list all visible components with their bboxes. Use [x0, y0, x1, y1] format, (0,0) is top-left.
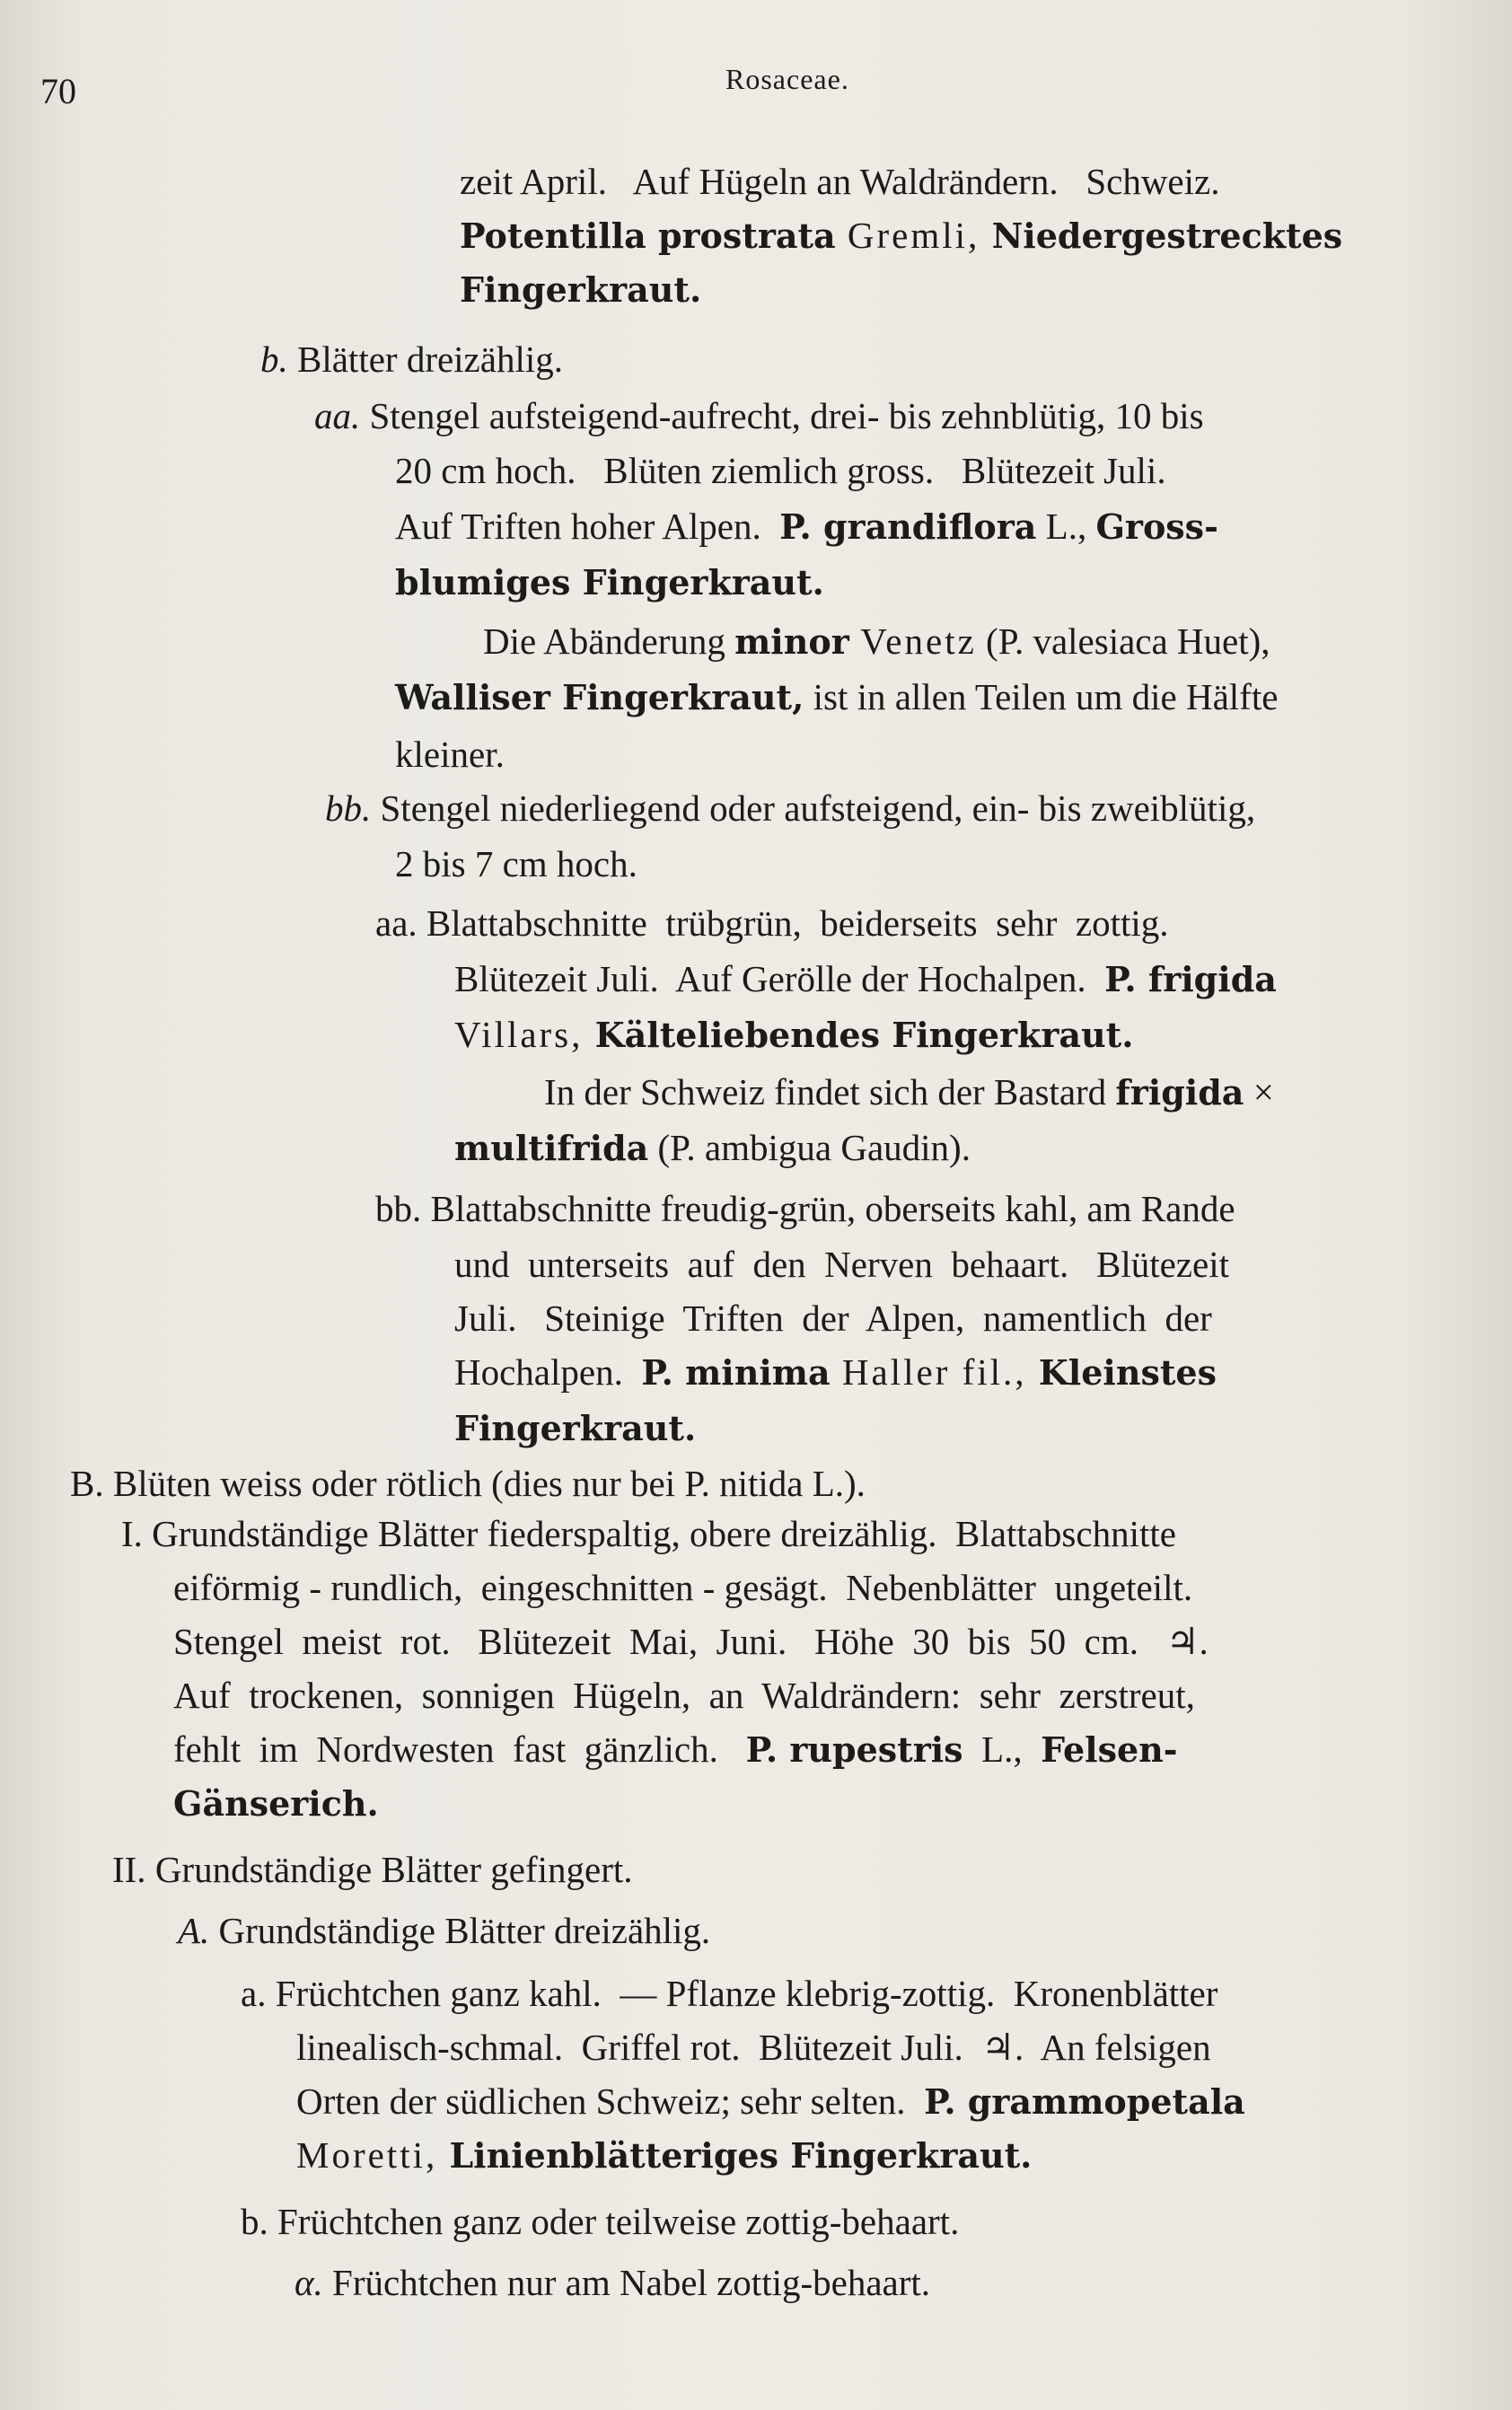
text-line	[375, 902, 1169, 944]
species-name: P. rupestris	[745, 1729, 963, 1770]
line-text: Stengel meist rot. Blütezeit Mai, Juni. Höhe 30 bis 50 cm. ♃.	[173, 1621, 1209, 1662]
text-line	[454, 1297, 1212, 1339]
text-line	[544, 1071, 1274, 1113]
line-text: (P. ambigua Gaudin).	[648, 1127, 971, 1168]
species-name: Potentilla prostrata	[460, 215, 836, 256]
line-text: Grundständige Blätter fiederspaltig, obere dreizählig. Blattabschnitte	[142, 1513, 1176, 1554]
key-marker: b.	[260, 339, 288, 380]
text-line	[112, 1851, 633, 1888]
common-name: Gänserich.	[173, 1783, 379, 1824]
key-marker: A.	[178, 1910, 210, 1951]
text-line	[121, 1513, 1176, 1554]
line-text: Auf trockenen, sonnigen Hügeln, an Waldrändern: sehr zerstreut,	[173, 1675, 1195, 1716]
line-text: Juli. Steinige Triften der Alpen, namentlich der	[454, 1297, 1212, 1339]
line-text: Früchtchen ganz oder teilweise zottig-behaart.	[268, 2201, 960, 2242]
species-name: P. frigida	[1104, 959, 1277, 999]
text-line	[454, 1016, 1133, 1053]
line-text: Blüten weiss oder rötlich (dies nur bei P. nitida L.).	[103, 1463, 866, 1504]
line-text: Blätter dreizählig.	[287, 339, 563, 380]
running-title: Rosaceae.	[725, 63, 849, 95]
text-line	[483, 620, 1270, 662]
key-marker: a.	[241, 1973, 267, 2014]
text-line	[173, 1728, 1178, 1770]
line-text: In der Schweiz findet sich der Bastard	[544, 1071, 1116, 1113]
line-text: Blattabschnitte freudig-grün, oberseits kahl, am Rande	[421, 1188, 1235, 1229]
species-name: P. grandiflora	[779, 506, 1037, 547]
key-marker: bb.	[325, 787, 372, 829]
variety-name: minor	[734, 621, 849, 662]
text-line	[178, 1910, 711, 1951]
text-line	[314, 395, 1204, 436]
author-name: L.,	[963, 1728, 1042, 1770]
text-line	[173, 1567, 1193, 1608]
key-marker: aa.	[314, 395, 361, 436]
text-line	[454, 958, 1277, 999]
line-text: Früchtchen ganz kahl. — Pflanze klebrig-zottig. Kronenblätter	[266, 1973, 1218, 2014]
text-line	[173, 1677, 1195, 1714]
line-text: Früchtchen nur am Nabel zottig-behaart.	[322, 2262, 931, 2303]
text-line	[454, 1410, 696, 1447]
author-name: L.,	[1036, 506, 1096, 547]
cross-symbol: ×	[1244, 1071, 1274, 1113]
line-text: Stengel aufsteigend-aufrecht, drei- bis zehnblütig, 10 bis	[360, 395, 1204, 436]
key-marker: B.	[70, 1463, 104, 1504]
text-line	[454, 1246, 1229, 1283]
text-line	[460, 217, 1342, 254]
author-name: Gremli,	[835, 215, 992, 256]
line-text: kleiner.	[395, 734, 505, 775]
author-name: Moretti,	[296, 2134, 438, 2176]
text-line	[460, 163, 1219, 200]
text-line	[241, 1975, 1218, 2012]
key-marker: α.	[294, 2262, 323, 2303]
text-line	[173, 1623, 1209, 1660]
common-name: Kälteliebendes Fingerkraut.	[583, 1015, 1134, 1055]
key-marker: I.	[121, 1513, 143, 1554]
species-name: P. grammopetala	[924, 2081, 1245, 2122]
text-line	[173, 1785, 379, 1822]
key-marker: II.	[112, 1849, 146, 1890]
common-name: Niedergestrecktes	[991, 215, 1343, 256]
common-name: Kleinstes	[1026, 1352, 1217, 1393]
text-line	[395, 564, 824, 601]
line-text: Orten der südlichen Schweiz; sehr selten.	[296, 2080, 925, 2122]
key-marker: aa.	[375, 902, 418, 944]
hybrid-name: frigida	[1115, 1072, 1244, 1113]
line-text: 20 cm hoch. Blüten ziemlich gross. Blütezeit Juli.	[395, 450, 1166, 491]
line-text: und unterseits auf den Nerven behaart. Blütezeit	[454, 1244, 1229, 1285]
line-text: Stengel niederliegend oder aufsteigend, ein- bis zweiblütig,	[371, 787, 1256, 829]
line-text: eiförmig - rundlich, eingeschnitten - gesägt. Nebenblätter ungeteilt.	[173, 1567, 1193, 1608]
common-name: Gross-	[1095, 506, 1218, 547]
text-line	[325, 787, 1256, 829]
page-number: 70	[40, 71, 76, 111]
text-line	[296, 2080, 1245, 2122]
common-name: Fingerkraut.	[460, 269, 702, 310]
line-text: Grundständige Blätter gefingert.	[145, 1849, 633, 1890]
common-name: Fingerkraut.	[454, 1408, 697, 1448]
line-text: Blattabschnitte trübgrün, beiderseits sehr zottig.	[417, 902, 1169, 944]
text-line	[454, 1127, 971, 1168]
author-name: Villars,	[454, 1014, 584, 1055]
common-name: Walliser Fingerkraut,	[395, 677, 804, 717]
hybrid-name: multifrida	[454, 1128, 649, 1168]
text-line	[294, 2262, 931, 2303]
line-text: zeit April. Auf Hügeln an Waldrändern. Schweiz.	[460, 161, 1220, 202]
line-text: fehlt im Nordwesten fast gänzlich.	[173, 1728, 746, 1770]
text-line	[395, 508, 1218, 545]
line-text: Die Abänderung	[483, 620, 735, 662]
common-name: Linienblätteriges Fingerkraut.	[437, 2135, 1033, 2176]
species-name: P. minima	[641, 1352, 831, 1393]
common-name: blumiges Fingerkraut.	[395, 562, 824, 602]
text-line	[296, 2029, 1211, 2066]
text-line	[296, 2134, 1033, 2176]
common-name: Felsen-	[1041, 1729, 1178, 1770]
line-text: (P. valesiaca Huet),	[976, 620, 1270, 662]
line-text: Grundständige Blätter dreizählig.	[209, 1910, 711, 1951]
line-text: linealisch-schmal. Griffel rot. Blütezeit Juli. ♃. An felsigen	[296, 2027, 1211, 2068]
line-text: ist in allen Teilen um die Hälfte	[804, 676, 1279, 717]
text-line	[395, 736, 505, 773]
text-line	[70, 1465, 866, 1502]
text-line	[454, 1351, 1217, 1393]
text-line	[395, 843, 637, 884]
line-text: Blütezeit Juli. Auf Gerölle der Hochalpen.	[454, 958, 1105, 999]
line-text: Hochalpen.	[454, 1351, 642, 1393]
text-line	[395, 676, 1279, 717]
text-line	[260, 341, 563, 378]
line-text: Auf Triften hoher Alpen.	[395, 506, 780, 547]
key-marker: bb.	[375, 1188, 422, 1229]
author-name: Venetz	[848, 620, 977, 662]
author-name: Haller fil.,	[830, 1351, 1027, 1393]
text-line	[460, 271, 701, 308]
key-marker: b.	[241, 2201, 268, 2242]
text-line	[241, 2203, 959, 2240]
text-line	[375, 1188, 1235, 1229]
text-line	[395, 450, 1166, 491]
line-text: 2 bis 7 cm hoch.	[395, 843, 637, 884]
